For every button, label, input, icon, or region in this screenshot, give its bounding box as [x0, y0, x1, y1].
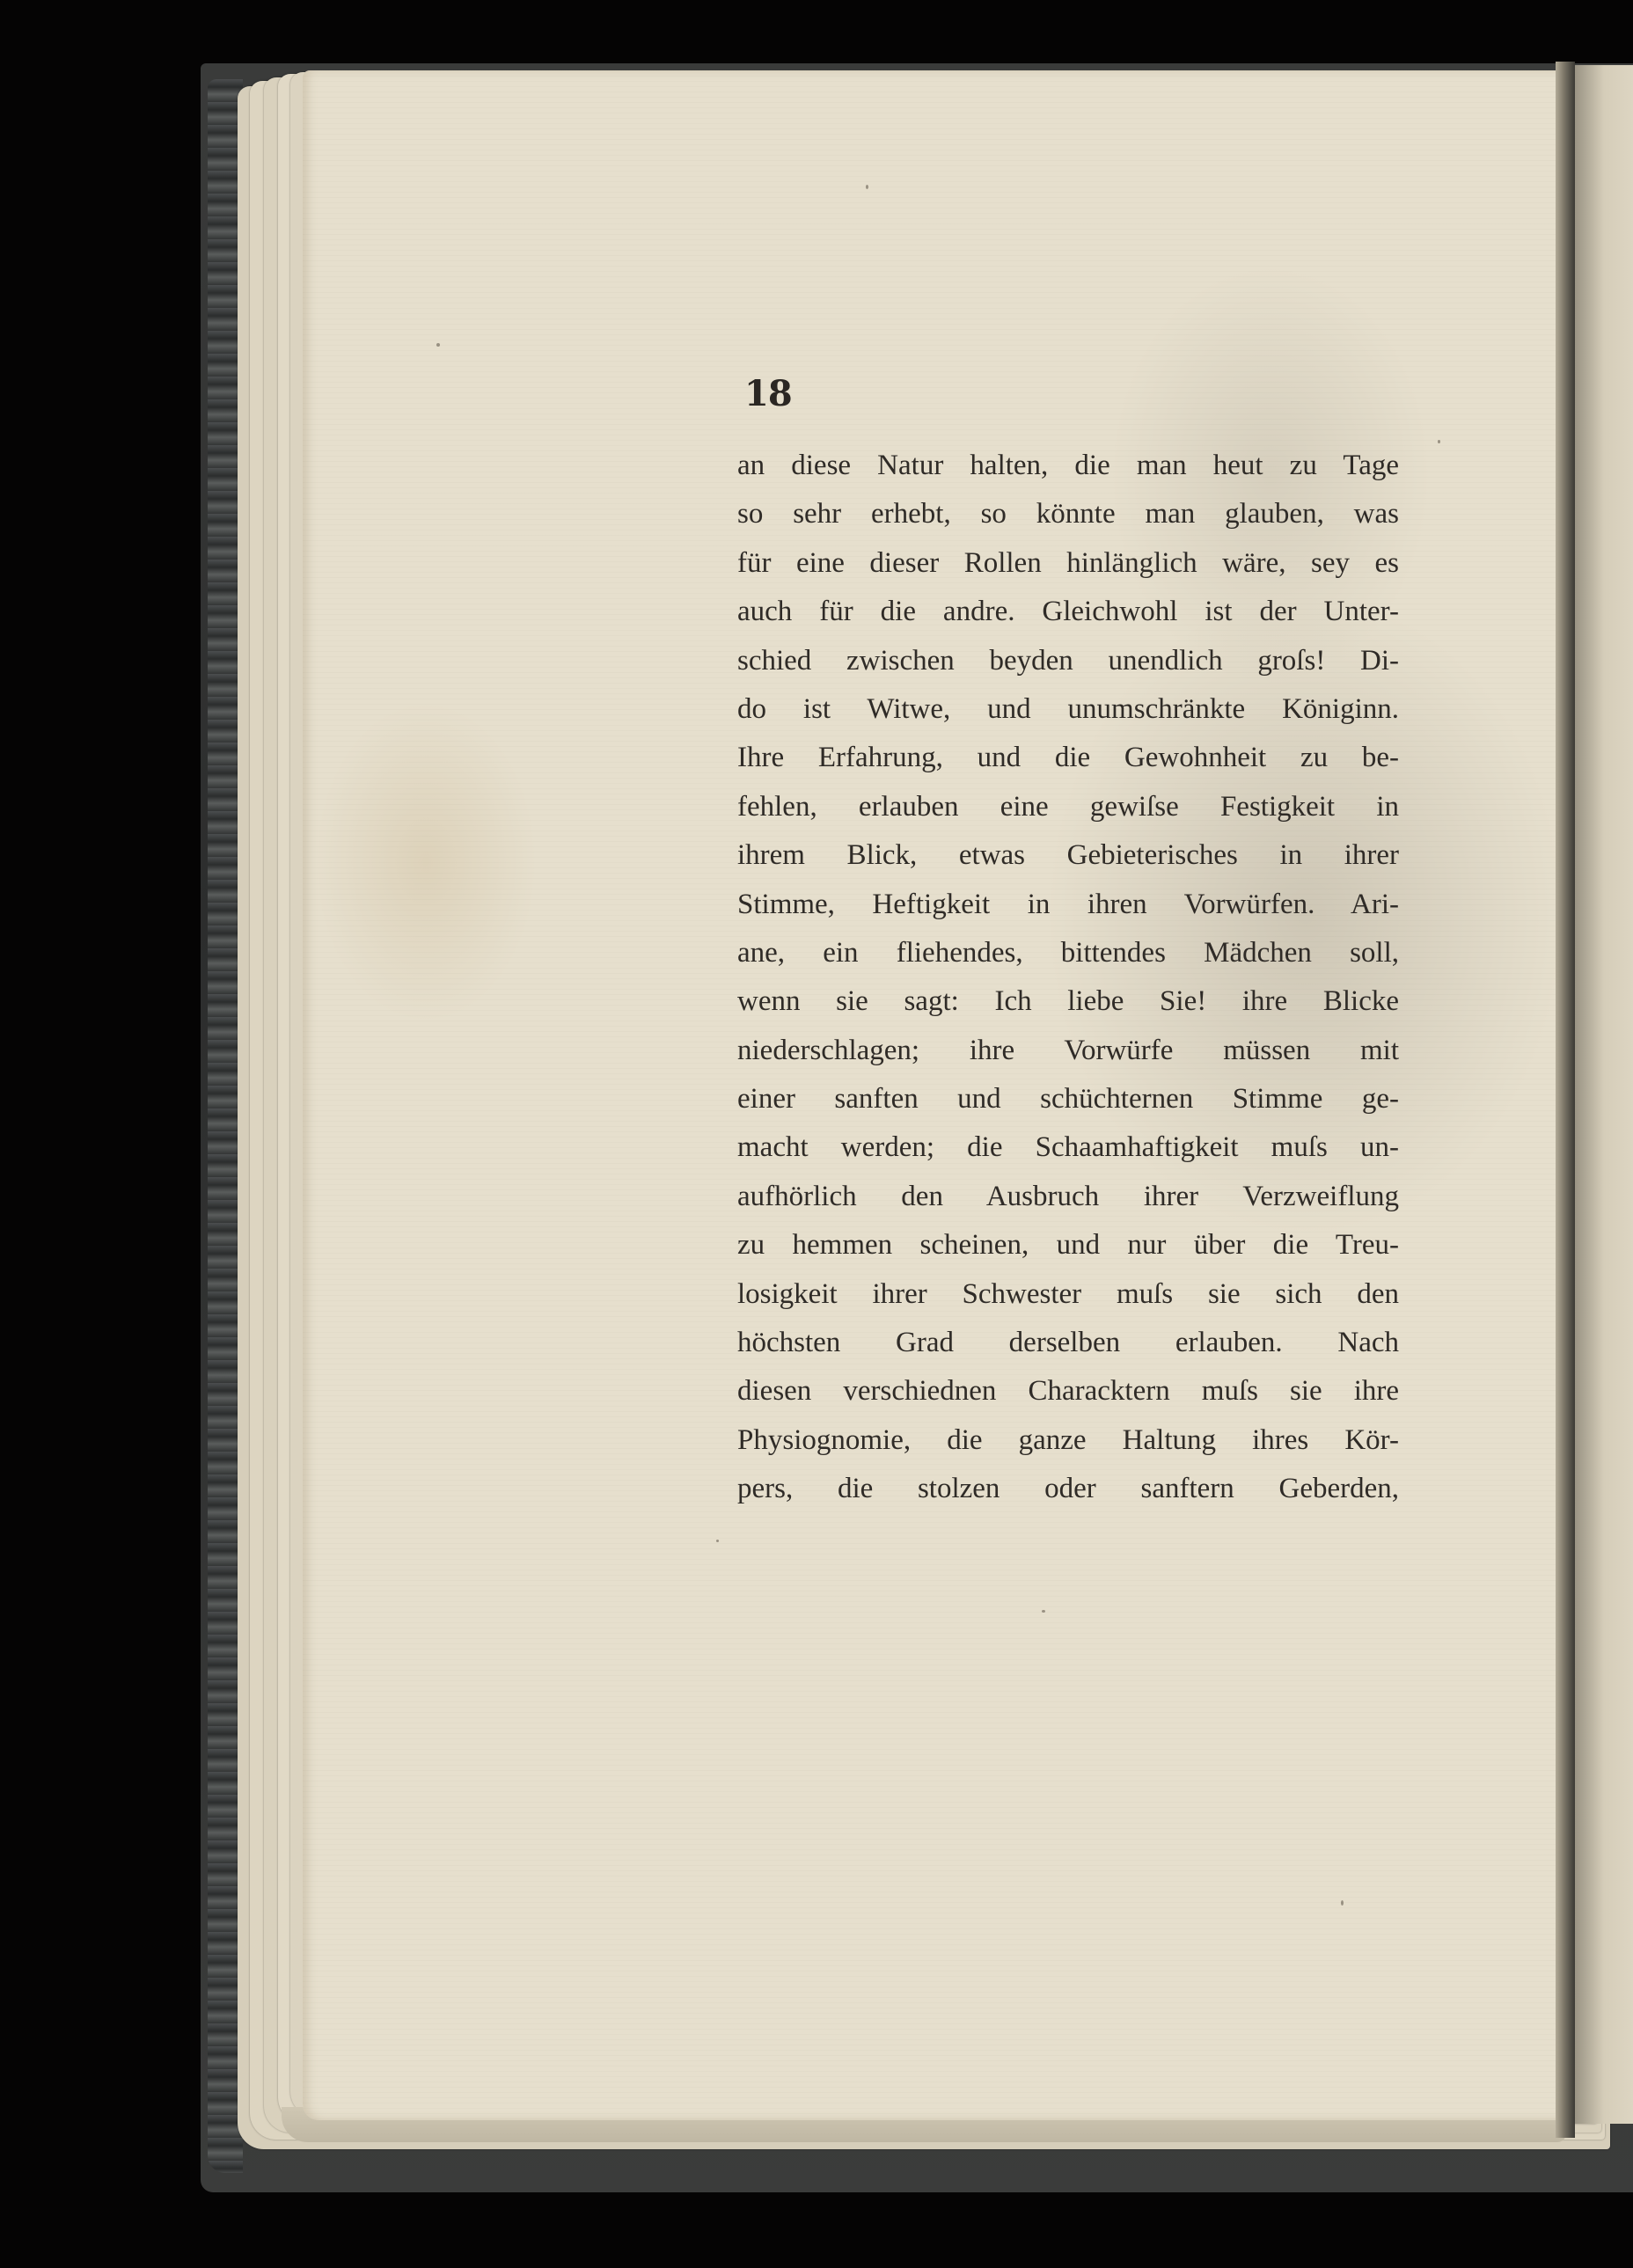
text-line: macht werden; die Schaamhaftigkeit muſs un- — [737, 1131, 1399, 1164]
page-number: 18 — [744, 373, 792, 414]
text-line: höchsten Grad derselben erlauben. Nach — [737, 1327, 1399, 1359]
text-line: losigkeit ihrer Schwester muſs sie sich den — [737, 1277, 1399, 1310]
text-line: fehlen, erlauben eine gewiſse Festigkeit in — [737, 790, 1399, 823]
text-line: pers, die stolzen oder sanftern Geberden, — [737, 1473, 1399, 1505]
text-line: niederschlagen; ihre Vorwürfe müssen mit — [737, 1034, 1399, 1066]
text-line: für eine dieser Rollen hinlänglich wäre, sey es — [737, 546, 1399, 579]
text-line: Physiognomie, die ganze Haltung ihres Kör- — [737, 1423, 1399, 1456]
text-line: ihrem Blick, etwas Gebieterisches in ihrer — [737, 839, 1399, 872]
text-line: aufhörlich den Ausbruch ihrer Verzweiflung — [737, 1180, 1399, 1212]
text-line: schied zwischen beyden unendlich groſs! Di- — [737, 644, 1399, 677]
text-line: diesen verschiednen Characktern muſs sie ihre — [737, 1375, 1399, 1408]
facing-page-shadow — [1575, 65, 1633, 2124]
text-line: do ist Witwe, und unumschränkte Königinn. — [737, 692, 1399, 725]
text-line: Stimme, Heftigkeit in ihren Vorwürfen. Ari- — [737, 888, 1399, 920]
text-line: auch für die andre. Gleichwohl ist der Unter- — [737, 596, 1399, 628]
text-line: wenn sie sagt: Ich liebe Sie! ihre Blicke — [737, 985, 1399, 1018]
text-line: so sehr erhebt, so könnte man glauben, was — [737, 498, 1399, 530]
text-line: einer sanften und schüchternen Stimme ge- — [737, 1083, 1399, 1116]
text-line: zu hemmen scheinen, und nur über die Treu- — [737, 1229, 1399, 1262]
text-line: Ihre Erfahrung, und die Gewohnheit zu be- — [737, 742, 1399, 774]
body-text — [737, 442, 1399, 1514]
text-line: ane, ein fliehendes, bittendes Mädchen soll, — [737, 936, 1399, 969]
book-gutter — [1556, 62, 1575, 2138]
text-line: an diese Natur halten, die man heut zu Tage — [737, 450, 1399, 481]
